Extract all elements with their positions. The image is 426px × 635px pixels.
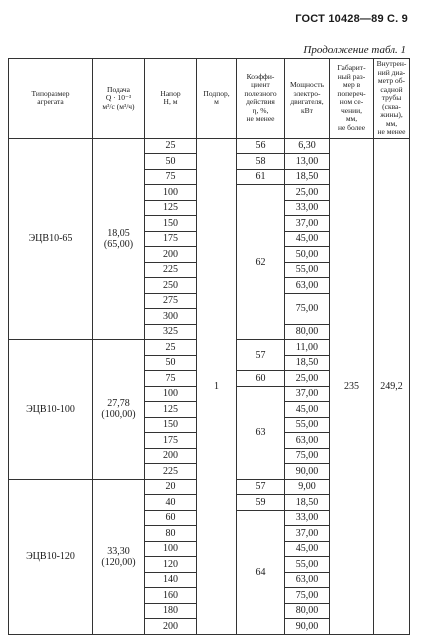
- efficiency-cell: 56: [237, 138, 285, 154]
- header-line: жины),: [380, 110, 403, 119]
- header-line: полезного: [244, 88, 277, 98]
- flow-cell: [93, 138, 145, 340]
- header-line: η, %,: [252, 105, 269, 115]
- header-line: мер в: [342, 80, 361, 90]
- head-cell: 125: [145, 402, 197, 418]
- power-cell: 9,00: [285, 479, 330, 495]
- flow-cell: [93, 340, 145, 480]
- power-cell: 45,00: [285, 402, 330, 418]
- head-cell: 140: [145, 572, 197, 588]
- efficiency-cell: 64: [237, 510, 285, 634]
- pump-spec-table: [8, 58, 410, 635]
- flow-value: 27,78: [107, 398, 130, 410]
- table-row: [9, 138, 410, 154]
- header-line: садной: [380, 84, 403, 94]
- flow-value-alt: (65,00): [103, 238, 134, 250]
- power-cell: 11,00: [285, 340, 330, 356]
- header-line: трубы: [381, 93, 402, 102]
- col-header-flow: [93, 59, 145, 139]
- efficiency-cell: 58: [237, 154, 285, 170]
- power-cell: 13,00: [285, 154, 330, 170]
- power-cell: 18,50: [285, 169, 330, 185]
- power-cell: 18,50: [285, 495, 330, 511]
- unit-size-cell: ЭЦВ10-120: [9, 479, 93, 634]
- header-line: Типоразмер: [31, 88, 70, 98]
- flow-cell: [93, 479, 145, 634]
- head-cell: 150: [145, 417, 197, 433]
- header-line: не менее: [377, 127, 406, 136]
- header-line: агрегата: [37, 97, 64, 107]
- efficiency-cell: 61: [237, 169, 285, 185]
- head-cell: 125: [145, 200, 197, 216]
- head-cell: 180: [145, 603, 197, 619]
- header-line: метр об-: [377, 76, 406, 85]
- head-cell: 200: [145, 619, 197, 635]
- header-line: двигателя,: [290, 97, 324, 107]
- power-cell: 37,00: [285, 386, 330, 402]
- header-line: ном се-: [339, 97, 364, 107]
- power-cell: 55,00: [285, 262, 330, 278]
- head-cell: 20: [145, 479, 197, 495]
- power-cell: 33,00: [285, 510, 330, 526]
- head-cell: 25: [145, 340, 197, 356]
- head-cell: 325: [145, 324, 197, 340]
- power-cell: 25,00: [285, 371, 330, 387]
- head-cell: 25: [145, 138, 197, 154]
- header-line: кВт: [301, 105, 313, 115]
- power-cell: 55,00: [285, 557, 330, 573]
- head-cell: 275: [145, 293, 197, 309]
- power-cell: 6,30: [285, 138, 330, 154]
- header-line: Подача: [107, 84, 130, 94]
- power-cell: 80,00: [285, 324, 330, 340]
- head-cell: 160: [145, 588, 197, 604]
- table-header-row: [9, 59, 410, 139]
- header-line: (сква-: [382, 101, 401, 111]
- power-cell: 37,00: [285, 526, 330, 542]
- header-line: м: [214, 97, 219, 107]
- power-cell: 33,00: [285, 200, 330, 216]
- header-line: не более: [337, 122, 366, 132]
- power-cell: 63,00: [285, 572, 330, 588]
- pump-spec-table-wrapper: [8, 58, 409, 635]
- power-cell: 50,00: [285, 247, 330, 263]
- power-cell: 63,00: [285, 278, 330, 294]
- head-cell: 225: [145, 464, 197, 480]
- head-cell: 60: [145, 510, 197, 526]
- power-cell: 37,00: [285, 216, 330, 232]
- header-line: Коэффи-: [246, 71, 275, 81]
- flow-value-alt: (100,00): [101, 409, 136, 421]
- header-line: Подпор,: [203, 88, 230, 98]
- power-cell: 80,00: [285, 603, 330, 619]
- header-line: действия: [246, 97, 275, 107]
- power-cell: 75,00: [285, 448, 330, 464]
- head-cell: 120: [145, 557, 197, 573]
- head-cell: 40: [145, 495, 197, 511]
- power-cell: 25,00: [285, 185, 330, 201]
- header-line: Габарит-: [337, 63, 366, 73]
- head-cell: 50: [145, 355, 197, 371]
- header-line: ный раз-: [337, 71, 366, 81]
- power-cell: 75,00: [285, 588, 330, 604]
- power-cell: 55,00: [285, 417, 330, 433]
- efficiency-cell: 62: [237, 185, 285, 340]
- unit-size-cell: ЭЦВ10-100: [9, 340, 93, 480]
- head-cell: 150: [145, 216, 197, 232]
- header-line: циент: [251, 80, 270, 90]
- header-line: мм,: [345, 114, 358, 124]
- header-line: чении,: [340, 105, 363, 115]
- header-line: Внутрен-: [376, 59, 407, 68]
- header-line: H, м: [163, 97, 178, 107]
- header-line: Q · 10⁻³: [105, 93, 132, 102]
- backwater-cell: 1: [197, 138, 237, 634]
- header-line: Напор: [160, 88, 181, 98]
- power-cell: 18,50: [285, 355, 330, 371]
- head-cell: 100: [145, 386, 197, 402]
- dimension-cell: 235: [330, 138, 374, 634]
- header-line: ний диа-: [377, 67, 406, 77]
- head-cell: 80: [145, 526, 197, 542]
- flow-value-alt: (120,00): [101, 556, 136, 568]
- head-cell: 175: [145, 433, 197, 449]
- flow-value: 33,30: [107, 545, 130, 557]
- head-cell: 50: [145, 154, 197, 170]
- head-cell: 225: [145, 262, 197, 278]
- header-line: м³/с (м³/ч): [102, 101, 135, 111]
- diameter-cell: 249,2: [374, 138, 410, 634]
- power-cell: 75,00: [285, 293, 330, 324]
- header-line: электро-: [293, 88, 321, 98]
- power-cell: 63,00: [285, 433, 330, 449]
- header-line: не менее: [246, 114, 275, 124]
- head-cell: 100: [145, 185, 197, 201]
- header-line: Мощность: [290, 80, 324, 90]
- head-cell: 75: [145, 371, 197, 387]
- col-header-head: [145, 59, 197, 139]
- head-cell: 175: [145, 231, 197, 247]
- head-cell: 100: [145, 541, 197, 557]
- table-continuation-label: Продолжение табл. 1: [303, 44, 406, 56]
- head-cell: 200: [145, 247, 197, 263]
- col-header-dimension: [330, 59, 374, 139]
- col-header-unit-size: [9, 59, 93, 139]
- col-header-diameter: [374, 59, 410, 139]
- efficiency-cell: 63: [237, 386, 285, 479]
- head-cell: 300: [145, 309, 197, 325]
- table-body: [9, 138, 410, 634]
- power-cell: 45,00: [285, 231, 330, 247]
- flow-value: 18,05: [107, 227, 130, 239]
- efficiency-cell: 57: [237, 340, 285, 371]
- power-cell: 90,00: [285, 464, 330, 480]
- head-cell: 200: [145, 448, 197, 464]
- power-cell: 45,00: [285, 541, 330, 557]
- efficiency-cell: 57: [237, 479, 285, 495]
- standard-reference: ГОСТ 10428—89 С. 9: [295, 13, 408, 25]
- head-cell: 250: [145, 278, 197, 294]
- efficiency-cell: 59: [237, 495, 285, 511]
- unit-size-cell: ЭЦВ10-65: [9, 138, 93, 340]
- power-cell: 90,00: [285, 619, 330, 635]
- efficiency-cell: 60: [237, 371, 285, 387]
- head-cell: 75: [145, 169, 197, 185]
- col-header-power: [285, 59, 330, 139]
- col-header-efficiency: [237, 59, 285, 139]
- header-line: мм,: [385, 118, 398, 128]
- header-line: попереч-: [337, 88, 366, 98]
- col-header-backwater: [197, 59, 237, 139]
